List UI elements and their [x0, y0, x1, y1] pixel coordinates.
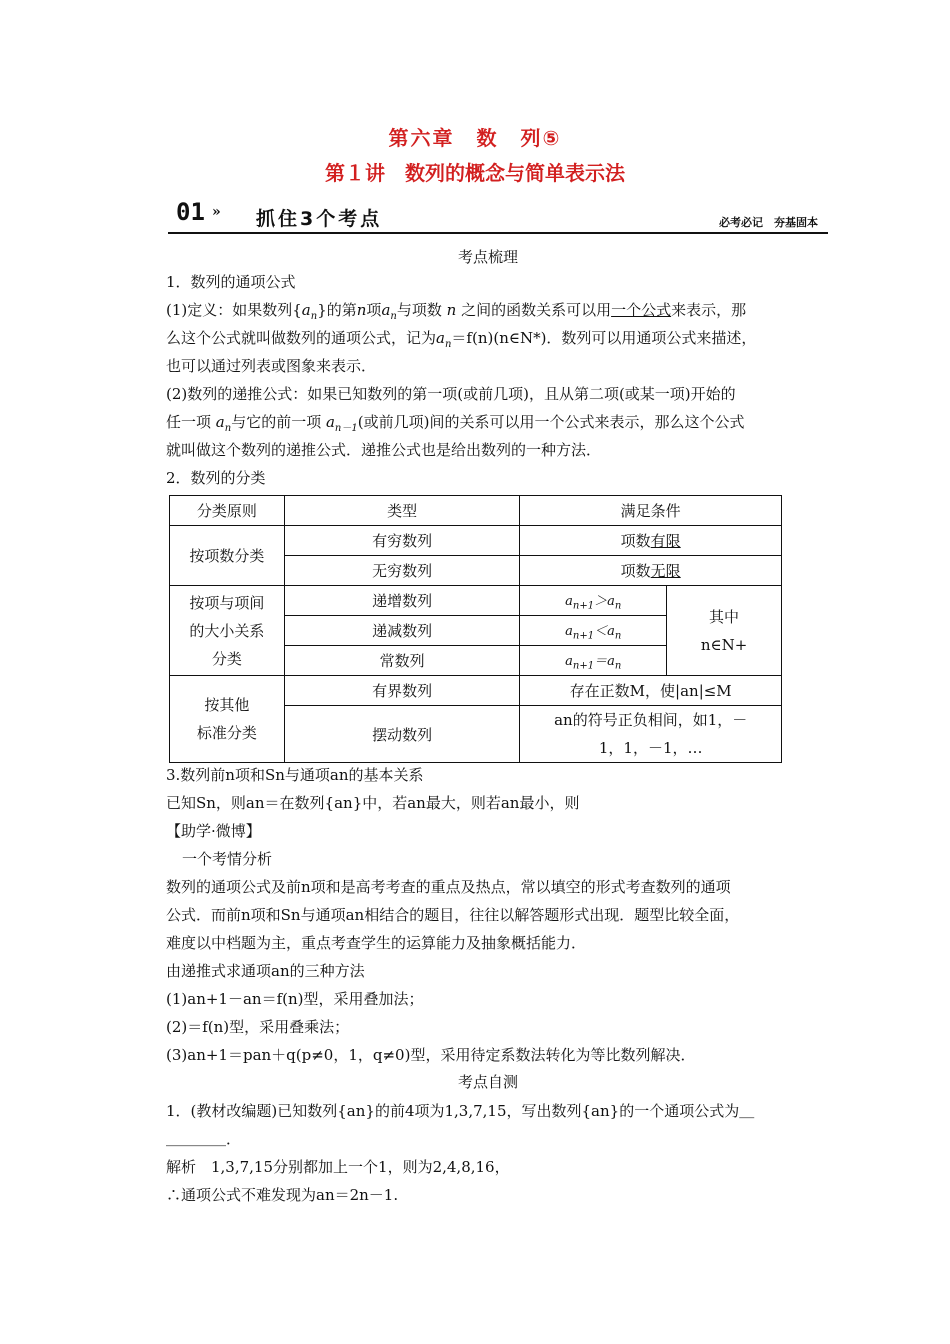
banner-subtitle: 必考必记 夯基固本	[719, 216, 818, 229]
cond-increasing: $a_{n+1}>a_n$	[520, 586, 667, 616]
method-2: (2)＝f(n)型，采用叠乘法；	[166, 1018, 350, 1036]
table-header-row	[170, 496, 782, 526]
text: 与项数	[396, 301, 442, 319]
banner-title: 抓住3个考点	[256, 208, 383, 230]
type-increasing: 递增数列	[284, 586, 520, 616]
question-1-blank: ＿＿＿＿．	[166, 1130, 242, 1148]
text: 按其他	[204, 696, 250, 714]
text: 与它的前一项	[231, 413, 322, 431]
item1-title: 1．数列的通项公式	[166, 273, 296, 291]
underlined-answer: 无限	[650, 562, 681, 580]
item2-line3: 就叫做这个数列的递推公式．递推公式也是给出数列的一种方法．	[166, 441, 602, 459]
text: 按项与项间	[189, 593, 265, 612]
table-row	[170, 676, 782, 706]
type-finite: 有穷数列	[284, 526, 520, 556]
table-row	[170, 526, 782, 556]
chapter-title: 第六章 数 列⑤	[388, 126, 562, 150]
type-oscillating: 摆动数列	[284, 706, 520, 763]
text: (1)定义：如果数列{	[166, 301, 302, 319]
text: 其中	[709, 607, 740, 626]
text: 来表示，那	[671, 301, 747, 319]
classification-table	[169, 495, 782, 763]
text: 项	[366, 301, 382, 319]
item1-definition-line1: (1)定义：如果数列$\{a_n\}$的第n项$a_n$与项数 n 之间的函数关系可以用一个公式来表示，那	[166, 301, 747, 322]
text: 分类	[211, 649, 242, 668]
table-row	[170, 586, 782, 616]
type-bounded: 有界数列	[284, 676, 520, 706]
text: 么这个公式就叫做数列的通项公式，记为	[166, 329, 437, 347]
underlined-answer: 有限	[650, 532, 681, 550]
item2-line1: (2)数列的递推公式：如果已知数列的第一项(或前几项)，且从第二项(或某一项)开始的	[166, 385, 736, 403]
text: 项数	[620, 532, 651, 550]
methods-title: 由递推式求通项an的三种方法	[166, 962, 365, 980]
cond-oscillating	[520, 706, 782, 763]
method-3: (3)an+1＝pan＋q(p≠0，1，q≠0)型，采用待定系数法转化为等比数列解决．	[166, 1046, 696, 1064]
group-by-size	[170, 586, 285, 676]
section-heading-selftest: 考点自测	[457, 1073, 518, 1091]
text: }的第	[317, 301, 357, 319]
text: 任一项	[166, 413, 212, 431]
item1-definition-line2: 么这个公式就叫做数列的通项公式，记为$a_n=f(n)(n\in N*)$．数列可以用通项公式来描述，	[166, 329, 757, 350]
cond-decreasing: $a_{n+1}<a_n$	[520, 616, 667, 646]
text: ＝f(n)(n∈N*)．数列可以用通项公式来描述，	[451, 329, 757, 347]
table-header: 分类原则	[170, 496, 285, 526]
weibo-title: 【助学·微博】	[166, 822, 261, 840]
type-infinite: 无穷数列	[284, 556, 520, 586]
item1-definition-line3: 也可以通过列表或图象来表示．	[166, 357, 377, 375]
text: (或前几项)间的关系可以用一个公式来表示，那么这个公式	[357, 413, 745, 431]
table-header: 满足条件	[520, 496, 782, 526]
section-heading-review: 考点梳理	[457, 248, 518, 266]
answer-line2: ∴通项公式不难发现为an＝2n－1.	[166, 1186, 399, 1204]
cond-constant: $a_{n+1}=a_n$	[520, 646, 667, 676]
item2-line2: 任一项 $a_n$与它的前一项 $a_{n-1}$(或前几项)间的关系可以用一个公式来表示，那么这个公式	[166, 413, 745, 434]
text: n∈N+	[700, 635, 748, 654]
question-1: 1．(教材改编题)已知数列{an}的前4项为1,3,7,15，写出数列{an}的一个通项公式为＿	[166, 1102, 755, 1120]
item3-relation-line: 已知Sn，则an＝在数列{an}中，若an最大，则若an最小，则	[166, 794, 580, 812]
cond-finite	[520, 526, 782, 556]
group-other	[170, 676, 285, 763]
text: an的符号正负相间，如1，－	[554, 711, 748, 729]
underlined-answer: 一个公式	[611, 301, 672, 319]
cond-bounded: 存在正数M，使|an|≤M	[520, 676, 782, 706]
banner-number: 01	[176, 198, 205, 226]
item3-relation-title: 3.数列前n项和Sn与通项an的基本关系	[166, 766, 424, 784]
text: 标准分类	[196, 724, 257, 742]
group-by-count: 按项数分类	[170, 526, 285, 586]
table-header: 类型	[284, 496, 520, 526]
text: 项数	[620, 562, 651, 580]
method-1: (1)an+1－an＝f(n)型，采用叠加法；	[166, 990, 424, 1008]
lesson-title: 第１讲 数列的概念与简单表示法	[325, 161, 625, 185]
weibo-subtitle: 一个考情分析	[182, 850, 273, 868]
type-constant: 常数列	[284, 646, 520, 676]
cond-infinite	[520, 556, 782, 586]
banner-arrow-icon: »	[212, 204, 221, 220]
text: 的大小关系	[189, 621, 265, 640]
weibo-line1: 数列的通项公式及前n项和是高考考查的重点及热点，常以填空的形式考查数列的通项	[166, 878, 731, 896]
weibo-line2: 公式．而前n项和Sn与通项an相结合的题目，往往以解答题形式出现．题型比较全面，	[166, 906, 740, 924]
text: 1，1，－1，…	[598, 739, 703, 757]
cond-where	[667, 586, 782, 676]
answer-line1: 解析 1,3,7,15分别都加上一个1，则为2,4,8,16，	[166, 1158, 510, 1176]
weibo-line3: 难度以中档题为主，重点考查学生的运算能力及抽象概括能力．	[166, 934, 587, 952]
type-decreasing: 递减数列	[284, 616, 520, 646]
item3-title: 2．数列的分类	[166, 469, 266, 487]
text: 之间的函数关系可以用	[461, 301, 612, 319]
section-banner	[168, 196, 828, 234]
